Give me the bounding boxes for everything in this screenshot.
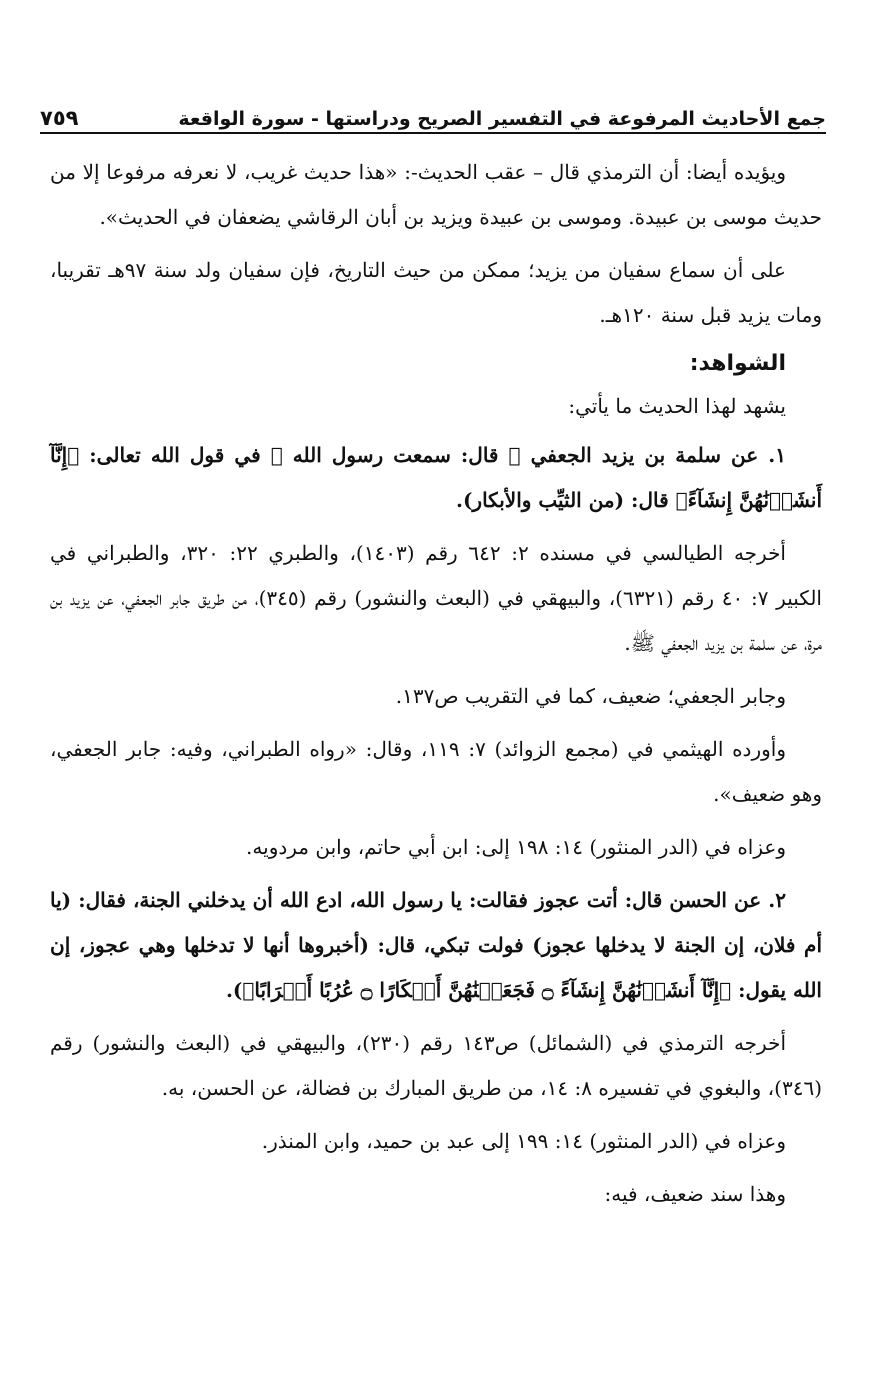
takhrij-2: أخرجه الترمذي في (الشمائل) ص١٤٣ رقم (٢٣٠)، والبيهقي في (البعث والنشور) رقم (٣٤٦)، والبغوي في تفسيره ٨: ١٤، من طريق المبارك بن فضالة، عن الحسن، به. xyxy=(50,1031,822,1100)
running-header xyxy=(40,96,826,134)
paragraph-sanad-grading: وهذا سند ضعيف، فيه: xyxy=(604,1182,786,1206)
section-heading-shawahid: الشواهد: xyxy=(689,351,786,376)
page-body xyxy=(50,150,822,1225)
paragraph-durr-2: وعزاه في (الدر المنثور) ١٤: ١٩٩ إلى عبد بن حميد، وابن المنذر. xyxy=(261,1129,786,1153)
hadith-2: ٢. عن الحسن قال: أتت عجوز فقالت: يا رسول الله، ادع الله أن يدخلني الجنة، فقال: (يا أم فلان، إن الجنة لا يدخلها عجوز) فولت تبكي، قال: (أخبروها أنها لا تدخلها وهي عجوز، إن الله يقول: ﴿إِنَّآ أَنشَأۡنَٰهُنَّ إِنشَآءً ۝ فَجَعَلۡنَٰهُنَّ أَبۡكَارًا ۝ عُرُبًا أَتۡرَابًا﴾). xyxy=(50,888,822,1002)
paragraph-haythami: وأورده الهيثمي في (مجمع الزوائد) ٧: ١١٩، وقال: «رواه الطبراني، وفيه: جابر الجعفي، وهو ضعيف». xyxy=(50,737,822,806)
paragraph-durr-1: وعزاه في (الدر المنثور) ١٤: ١٩٨ إلى: ابن أبي حاتم، وابن مردويه. xyxy=(246,835,786,859)
paragraph-tirmidhi-remark: ويؤيده أيضا: أن الترمذي قال – عقب الحديث-: «هذا حديث غريب، لا نعرفه مرفوعا إلا من حديث موسى بن عبيدة. وموسى بن عبيدة ويزيد بن أبان الرقاشي يضعفان في الحديث». xyxy=(50,160,822,229)
header-title: جمع الأحاديث المرفوعة في التفسير الصريح ودراستها - سورة الواقعة xyxy=(178,108,826,130)
hadith-1: ١. عن سلمة بن يزيد الجعفي ﷺ قال: سمعت رسول الله ﷺ في قول الله تعالى: ﴿إِنَّآ أَنشَأۡنَٰهُنَّ إِنشَآءً﴾ قال: (من الثيِّب والأبكار). xyxy=(50,443,822,512)
takhrij-1: أخرجه الطيالسي في مسنده ٢: ٦٤٢ رقم (١٤٠٣)، والطبري ٢٢: ٣٢٠، والطبراني في الكبير ٧: ٤٠ رقم (٦٣٢١)، والبيهقي في (البعث والنشور) رقم (٣٤٥)، من طريق جابر الجعفي، عن يزيد بن مرة، عن سلمة بن يزيد الجعفي ﷺ. xyxy=(50,541,822,655)
paragraph-sufyan-yazid: على أن سماع سفيان من يزيد؛ ممكن من حيث التاريخ، فإن سفيان ولد سنة ٩٧هـ تقريبا، ومات يزيد قبل سنة ١٢٠هـ. xyxy=(50,258,822,327)
paragraph-shawahid-intro: يشهد لهذا الحديث ما يأتي: xyxy=(568,394,786,418)
paragraph-jabir-grading: وجابر الجعفي؛ ضعيف، كما في التقريب ص١٣٧. xyxy=(395,684,786,708)
page-number: ٧٥٩ xyxy=(40,106,79,130)
